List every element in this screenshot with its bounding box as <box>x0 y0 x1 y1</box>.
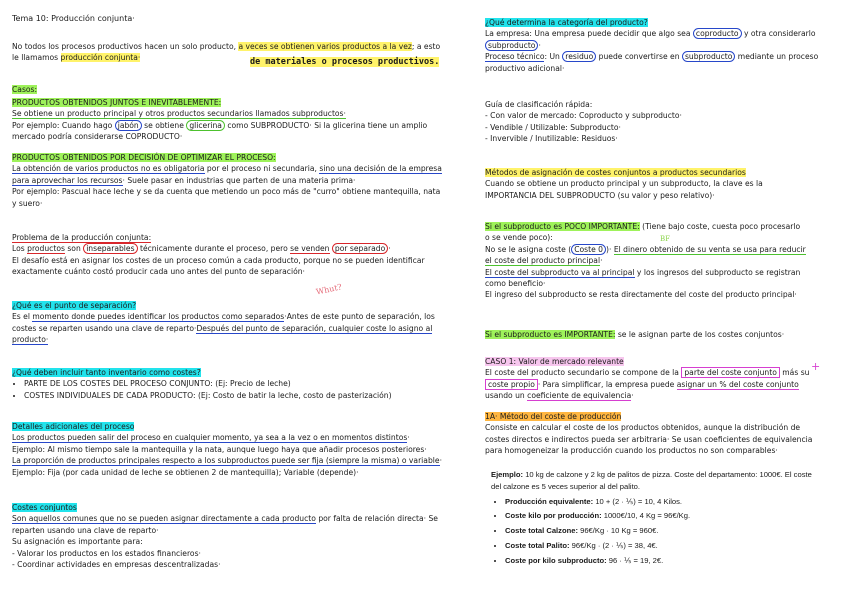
section-separacion: ¿Qué es el punto de separación? Es el momento donde puedes identificar los productos como separados·Antes de este punto de separación, los costes se reparten usando una clave de reparto·Después del punto de separación, cualquier coste lo asigno al producto· <box>12 301 435 345</box>
heading-importante: Si el subproducto es IMPORTANTE: <box>485 330 616 339</box>
section-guia: Guía de clasificación rápida: - Con valor de mercado: Coproducto y subproducto· - Vendible / Utilizable: Subproducto· - Invervible / Inutilizable: Residuos· <box>485 100 682 144</box>
list-item: • Coste total Palito: 96€/Kg · (2 · ⅕) = 38, 4€. <box>505 540 815 552</box>
heading-problema: Problema de la producción conjunta: <box>12 233 152 242</box>
section-categoria: ¿Qué determina la categoría del producto? La empresa: Una empresa puede decidir que algo sea coproducto y otra considerarlo subproducto · Proceso técnico: Un residuo puede convertirse en subproducto mediante un proceso productivo adicional· <box>485 18 819 73</box>
heading-caso1: CASO 1: Valor de mercado relevante <box>485 357 624 366</box>
section-metodo-1a: 1A· Método del coste de producción Consiste en calcular el coste de los productos obtenidos, aunque la distribución de costes directos e indirectos pueda ser arbitraria· Se usan coeficientes de equivalencia para homogeneizar la producción cuando los productos no son comparables· <box>485 412 813 456</box>
heading-metodo-1a: 1A· Método del coste de producción <box>485 412 622 421</box>
section-problema: Problema de la producción conjunta: Los productos son inseparables técnicamente durante el proceso, pero se venden por separado · El desafío está en asignar los costes de un proceso común a cada producto, porque no se pueden identificar exactamente cuánto costó producir cada uno antes del punto de separación· <box>12 233 425 277</box>
bf-annotation: BF <box>660 235 671 243</box>
heading-metodos: Métodos de asignación de costes conjuntos a productos secundarios <box>485 168 746 177</box>
section-juntos: PRODUCTOS OBTENIDOS JUNTOS E INEVITABLEMENTE: Se obtiene un producto principal y otros productos secundarios llamados subproductos· Por ejemplo: Cuando hago jabón se obtiene glicerina como SUBPRODUCTO· Si la glicerina tiene un amplio mercado podría considerarse COPRODUCTO· <box>12 98 428 142</box>
section-costes: Costes conjuntos Son aquellos comunes que no se pueden asignar directamente a cada producto por falta de relación directa· Se reparten usando una clave de reparto· Su asignación es importante para: - Valorar los productos en los estados financieros· - Coordinar actividades en empresas descentralizadas· <box>12 503 438 569</box>
list-item: • Producción equivalente: 10 + (2 · ⅕) = 10, 4 Kilos. <box>505 496 815 508</box>
heading-inventario: ¿Qué deben incluir tanto inventario como costes? <box>12 368 201 377</box>
section-importante: Si el subproducto es IMPORTANTE: se le asignan parte de los costes conjuntos· <box>485 330 785 339</box>
heading-costes: Costes conjuntos <box>12 503 77 512</box>
section-decision: PRODUCTOS OBTENIDOS POR DECISIÓN DE OPTIMIZAR EL PROCESO: La obtención de varios productos no es obligatoria por el proceso ni secundaria, sino una decisión de la empresa para aprovechar los recursos· Suele pasar en industrias que parten de una materia prima· Por ejemplo: Pascual hace leche y se da cuenta que metiendo un poco más de "curro" obtiene mantequilla, nata y suero· <box>12 153 442 208</box>
section-caso1: CASO 1: Valor de mercado relevante El coste del producto secundario se compone de la parte del coste conjunto más su coste propio · Para simplificar, la empresa puede asignar un % del coste conjunto usando un coeficiente de equivalencia· <box>485 357 810 401</box>
section-inventario <box>12 367 464 401</box>
section-poco-importante: Si el subproducto es POCO IMPORTANTE: (Tiene bajo coste, cuesta poco procesarlo o se vende poco): No se le asigna coste ( Coste 0 )· El dinero obtenido de su venta se usa para reducir el coste del producto principal· El coste del subproducto va al principal y los ingresos del subproducto se registran como beneficio· El ingreso del subproducto se resta directamente del coste del producto principal· <box>485 222 806 300</box>
intro-paragraph: No todos los procesos productivos hacen un solo producto, a veces se obtienen varios productos a la vez; a esto le llamamos producción conjunta· <box>12 42 441 63</box>
heading-poco-importante: Si el subproducto es POCO IMPORTANTE: <box>485 222 640 231</box>
example-block: Ejemplo: 10 kg de calzone y 2 kg de palitos de pizza. Coste del departamento: 1000€. El coste del calzone es 5 veces superior al del palito. • Producción equivalente: 10 + (2 · ⅕) = 10, 4 Kilos. • Coste kilo por producción: 1000€/10, 4 Kg = 96€/Kg. • Coste total Calzone: 96€/Kg · 10 Kg = 960€. • Coste total Palito: 96€/Kg · (2 · ⅕) = 38, 4€. • Coste por kilo subproducto: 96 · ⅕ = 19, 2€. <box>491 469 815 569</box>
list-item: • Coste total Calzone: 96€/Kg · 10 Kg = 960€. <box>505 525 815 537</box>
page-title: Tema 10: Producción conjunta· <box>12 14 135 23</box>
heading-decision: PRODUCTOS OBTENIDOS POR DECISIÓN DE OPTIMIZAR EL PROCESO: <box>12 153 276 162</box>
heading-categoria: ¿Qué determina la categoría del producto? <box>485 18 648 27</box>
list-item: • COSTES INDIVIDUALES DE CADA PRODUCTO: (Ej: Costo de batir la leche, costo de pasterización) <box>24 390 464 401</box>
handwritten-note: de materiales o procesos productivos. <box>250 57 440 67</box>
list-item: • Coste por kilo subproducto: 96 · ⅕ = 19, 2€. <box>505 555 815 567</box>
plus-annotation: + <box>811 360 821 373</box>
heading-juntos: PRODUCTOS OBTENIDOS JUNTOS E INEVITABLEMENTE: <box>12 98 222 107</box>
heading-detalles: Detalles adicionales del proceso <box>12 422 135 431</box>
list-item: • Coste kilo por producción: 1000€/10, 4 Kg = 96€/Kg. <box>505 510 815 522</box>
list-item: • PARTE DE LOS COSTES DEL PROCESO CONJUNTO: (Ej: Precio de leche) <box>24 378 464 389</box>
section-metodos: Métodos de asignación de costes conjuntos a productos secundarios Cuando se obtiene un producto principal y un subproducto, la clave es la IMPORTANCIA DEL SUBPRODUCTO (su valor y peso relativo)· <box>485 168 763 200</box>
section-detalles: Detalles adicionales del proceso Los productos pueden salir del proceso en cualquier momento, ya sea a la vez o en momentos distintos· Ejemplo: Al mismo tiempo sale la mantequilla y la nata, aunque luego haya que añadir procesos posteriores· La proporción de productos principales respecto a los subproductos puede ser fija (siempre la misma) o variable· Ejemplo: Fija (por cada unidad de leche se obtienen 2 de mantequilla); Variable (depende)· <box>12 422 442 477</box>
heading-separacion: ¿Qué es el punto de separación? <box>12 301 137 310</box>
casos-heading: Casos: <box>12 85 38 94</box>
whut-annotation: Whut? <box>315 282 343 297</box>
